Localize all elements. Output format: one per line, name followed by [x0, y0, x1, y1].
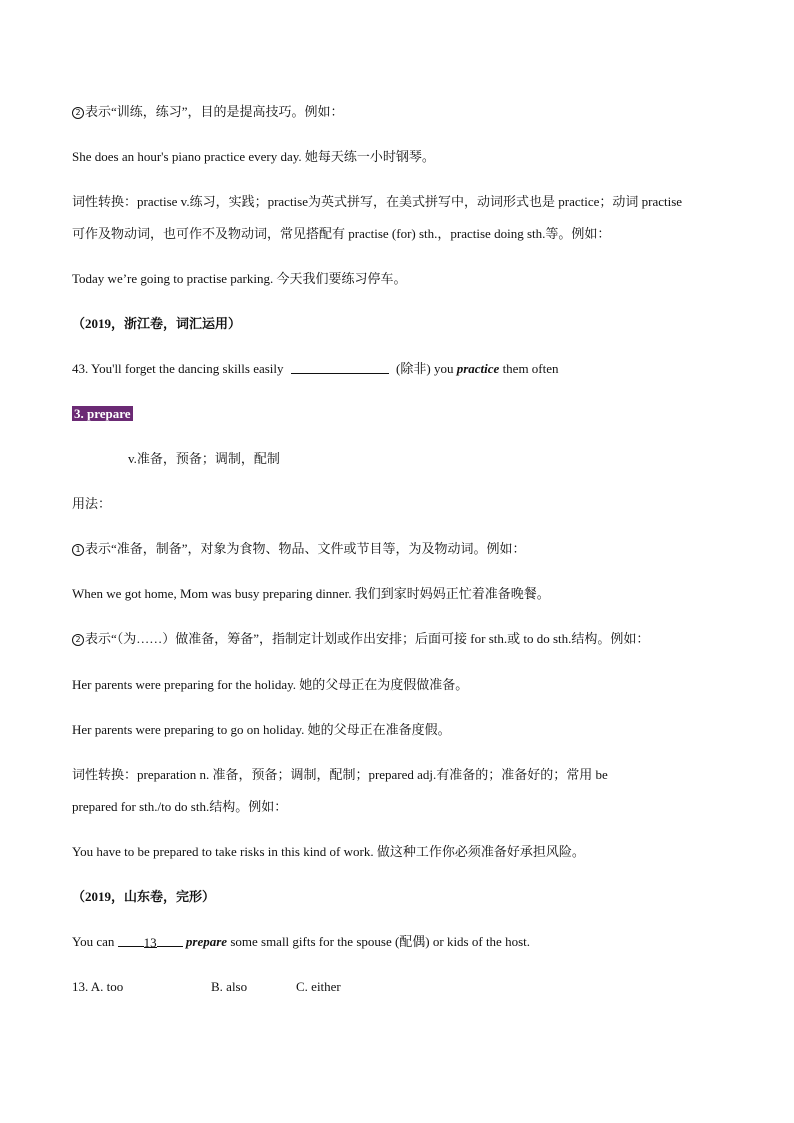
circled-number-1: 1 [72, 544, 84, 556]
prepare-example-3: Her parents were preparing to go on holiday. 她的父母正在准备度假。 [72, 722, 451, 737]
usage-2-prepare [72, 631, 649, 647]
circled-number-2: 2 [72, 634, 84, 646]
exam-question-13 [72, 934, 530, 950]
question-keyword: practice [456, 361, 500, 376]
prepare-example-1: When we got home, Mom was busy preparing dinner. 我们到家时妈妈正忙着准备晚餐。 [72, 586, 550, 601]
question-text-before: 43. You'll forget the dancing skills easily [72, 361, 287, 376]
section-heading-prepare [72, 406, 133, 422]
prepare-conversion-line-1: 词性转换：preparation n. 准备，预备；调制，配制；prepared adj.有准备的；准备好的；常用 be [72, 767, 608, 782]
prepare-example-4: You have to be prepared to take risks in this kind of work. 做这种工作你必须准备好承担风险。 [72, 844, 585, 859]
practice-example-1: She does an hour's piano practice every day. 她每天练一小时钢琴。 [72, 149, 435, 164]
answer-blank-left [118, 934, 144, 947]
heading-highlight: 3. prepare [74, 406, 131, 421]
circled-number-2: 2 [72, 107, 84, 119]
question-text-after: (除非) you [392, 361, 457, 376]
exam-source-zhejiang: （2019，浙江卷，词汇运用） [72, 316, 242, 331]
usage-label: 用法： [72, 496, 112, 511]
practice-example-2: Today we’re going to practise parking. 今天我们要练习停车。 [72, 271, 407, 286]
usage-text: 表示“训练，练习”，目的是提高技巧。例如： [85, 104, 344, 119]
question-text-end: them often [499, 361, 559, 376]
usage-text: 表示“（为……）做准备，筹备”，指制定计划或作出安排；后面可接 for sth.或 to do sth.结构。例如： [85, 631, 650, 646]
option-c: C. either [296, 979, 341, 994]
exam-source-shandong: （2019，山东卷，完形） [72, 889, 216, 904]
prepare-conversion-line-2: prepared for sth./to do sth.结构。例如： [72, 799, 288, 814]
question-text-after: some small gifts for the spouse (配偶) or kids of the host. [227, 934, 530, 949]
option-a: 13. A. too [72, 979, 124, 994]
question-text-before: You can [72, 934, 118, 949]
exam-question-43 [72, 361, 559, 377]
option-b: B. also [211, 979, 248, 994]
answer-blank [291, 361, 389, 374]
question-keyword: prepare [185, 934, 228, 949]
prepare-definition: v.准备，预备；调制，配制 [128, 451, 280, 466]
usage-2-practice [72, 104, 344, 120]
usage-1-prepare [72, 541, 526, 557]
prepare-example-2: Her parents were preparing for the holiday. 她的父母正在为度假做准备。 [72, 677, 469, 692]
practice-conversion-line-2: 可作及物动词，也可作不及物动词，常见搭配有 practise (for) sth.，practise doing sth.等。例如： [72, 226, 611, 241]
blank-number: 13 [143, 935, 157, 950]
answer-options [72, 979, 341, 995]
answer-blank-right [157, 934, 183, 947]
usage-text: 表示“准备，制备”，对象为食物、物品、文件或节目等，为及物动词。例如： [85, 541, 526, 556]
practice-conversion-line-1: 词性转换：practise v.练习，实践；practise为英式拼写，在美式拼写中，动词形式也是 practice；动词 practise [72, 194, 683, 209]
